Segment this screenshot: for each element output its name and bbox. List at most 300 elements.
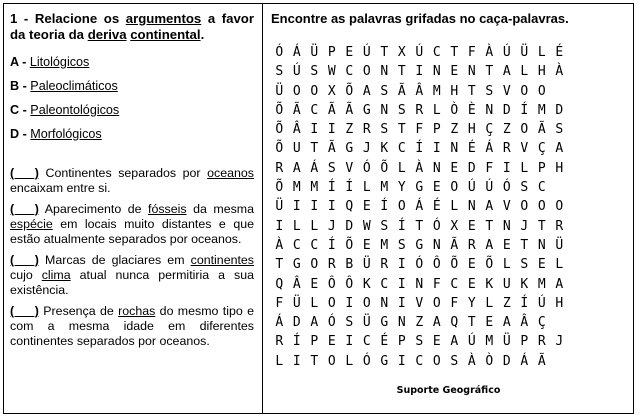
- statement-part: da mesma: [186, 202, 254, 216]
- grid-letter[interactable]: Ã: [327, 141, 337, 157]
- grid-letter[interactable]: X: [327, 83, 337, 99]
- grid-letter[interactable]: T: [467, 315, 477, 331]
- grid-letter[interactable]: D: [345, 218, 355, 234]
- grid-letter[interactable]: N: [432, 237, 442, 253]
- grid-letter[interactable]: É: [380, 334, 390, 350]
- grid-letter[interactable]: S: [327, 160, 337, 176]
- grid-letter[interactable]: O: [432, 353, 442, 369]
- grid-letter[interactable]: C: [345, 64, 355, 80]
- grid-letter[interactable]: N: [467, 64, 477, 80]
- grid-letter[interactable]: S: [397, 237, 407, 253]
- grid-letter[interactable]: T: [467, 83, 477, 99]
- grid-letter[interactable]: G: [345, 141, 355, 157]
- grid-letter[interactable]: Ü: [275, 199, 285, 215]
- grid-letter[interactable]: J: [327, 218, 337, 234]
- grid-letter[interactable]: T: [450, 45, 460, 60]
- grid-letter[interactable]: N: [432, 160, 442, 176]
- grid-letter[interactable]: T: [380, 45, 390, 60]
- grid-letter[interactable]: O: [362, 64, 372, 80]
- grid-letter[interactable]: S: [275, 64, 285, 80]
- grid-letter[interactable]: Z: [450, 122, 460, 138]
- grid-letter[interactable]: T: [537, 218, 547, 234]
- grid-letter[interactable]: Â: [520, 315, 530, 331]
- grid-letter[interactable]: Ü: [502, 334, 512, 350]
- grid-letter[interactable]: G: [380, 353, 390, 369]
- grid-letter[interactable]: I: [415, 64, 425, 80]
- grid-letter[interactable]: Y: [397, 180, 407, 196]
- grid-letter[interactable]: O: [362, 295, 372, 311]
- grid-letter[interactable]: E: [467, 276, 477, 292]
- grid-letter[interactable]: E: [362, 237, 372, 253]
- grid-letter[interactable]: L: [520, 64, 530, 80]
- grid-letter[interactable]: F: [432, 276, 442, 292]
- grid-letter[interactable]: O: [537, 83, 547, 99]
- grid-letter[interactable]: M: [432, 83, 442, 99]
- grid-letter[interactable]: O: [537, 199, 547, 215]
- grid-letter[interactable]: U: [292, 141, 302, 157]
- grid-letter[interactable]: S: [380, 83, 390, 99]
- option-item: [10, 50, 254, 74]
- grid-letter[interactable]: I: [397, 295, 407, 311]
- grid-letter[interactable]: Ü: [555, 237, 565, 253]
- grid-letter[interactable]: Á: [310, 160, 320, 176]
- grid-letter[interactable]: I: [327, 122, 337, 138]
- grid-letter[interactable]: L: [310, 218, 320, 234]
- grid-letter[interactable]: Õ: [345, 237, 355, 253]
- grid-letter[interactable]: É: [555, 45, 565, 60]
- option-item: [10, 122, 254, 146]
- grid-letter[interactable]: Â: [292, 276, 302, 292]
- grid-letter[interactable]: S: [415, 334, 425, 350]
- grid-letter[interactable]: M: [310, 180, 320, 196]
- grid-letter[interactable]: Â: [415, 83, 425, 99]
- grid-letter[interactable]: H: [555, 295, 565, 311]
- grid-letter[interactable]: T: [397, 64, 407, 80]
- grid-letter[interactable]: I: [275, 218, 285, 234]
- grid-letter[interactable]: I: [345, 295, 355, 311]
- grid-letter[interactable]: Í: [327, 180, 337, 196]
- grid-letter[interactable]: M: [537, 102, 547, 118]
- grid-letter[interactable]: Ú: [537, 295, 547, 311]
- grid-letter[interactable]: S: [345, 315, 355, 331]
- grid-letter[interactable]: Q: [345, 199, 355, 215]
- grid-letter[interactable]: Õ: [450, 257, 460, 273]
- grid-letter[interactable]: C: [537, 180, 547, 196]
- grid-letter[interactable]: E: [327, 334, 337, 350]
- grid-letter[interactable]: Ã: [345, 102, 355, 118]
- grid-letter[interactable]: Ç: [537, 141, 547, 157]
- grid-letter[interactable]: M: [485, 334, 495, 350]
- grid-letter[interactable]: C: [397, 141, 407, 157]
- grid-letter[interactable]: C: [362, 334, 372, 350]
- grid-letter[interactable]: M: [537, 276, 547, 292]
- grid-letter[interactable]: Ò: [450, 102, 460, 118]
- grid-letter[interactable]: Í: [327, 237, 337, 253]
- grid-letter[interactable]: W: [327, 64, 337, 80]
- grid-letter[interactable]: S: [450, 353, 460, 369]
- grid-letter[interactable]: S: [555, 122, 565, 138]
- grid-letter[interactable]: É: [432, 199, 442, 215]
- grid-letter[interactable]: E: [467, 257, 477, 273]
- grid-letter[interactable]: C: [310, 102, 320, 118]
- grid-letter[interactable]: Ô: [327, 276, 337, 292]
- grid-letter[interactable]: I: [502, 160, 512, 176]
- grid-letter[interactable]: Ú: [415, 45, 425, 60]
- grid-letter[interactable]: R: [502, 141, 512, 157]
- grid-row: [271, 159, 628, 178]
- grid-letter[interactable]: Ü: [520, 45, 530, 60]
- grid-letter[interactable]: T: [310, 353, 320, 369]
- grid-letter[interactable]: Ó: [327, 315, 337, 331]
- grid-letter[interactable]: K: [485, 276, 495, 292]
- answer-blank[interactable]: (___): [10, 166, 39, 180]
- grid-letter[interactable]: I: [310, 199, 320, 215]
- grid-letter[interactable]: I: [292, 199, 302, 215]
- grid-letter[interactable]: A: [450, 334, 460, 350]
- grid-letter[interactable]: L: [292, 218, 302, 234]
- grid-letter[interactable]: T: [415, 218, 425, 234]
- grid-letter[interactable]: R: [467, 237, 477, 253]
- grid-letter[interactable]: E: [432, 334, 442, 350]
- grid-letter[interactable]: J: [520, 218, 530, 234]
- grid-letter[interactable]: Í: [520, 102, 530, 118]
- grid-letter[interactable]: D: [555, 102, 565, 118]
- grid-letter[interactable]: N: [485, 102, 495, 118]
- grid-letter[interactable]: I: [327, 199, 337, 215]
- grid-letter[interactable]: S: [380, 122, 390, 138]
- credit-text: Suporte Geográfico: [396, 385, 501, 396]
- grid-letter[interactable]: W: [362, 218, 372, 234]
- grid-letter[interactable]: P: [310, 334, 320, 350]
- grid-letter[interactable]: L: [520, 160, 530, 176]
- grid-letter[interactable]: Ó: [502, 180, 512, 196]
- grid-letter[interactable]: C: [450, 276, 460, 292]
- grid-letter[interactable]: Ü: [275, 83, 285, 99]
- grid-letter[interactable]: M: [292, 180, 302, 196]
- grid-letter[interactable]: N: [380, 295, 390, 311]
- grid-letter[interactable]: L: [485, 295, 495, 311]
- grid-letter[interactable]: T: [485, 218, 495, 234]
- grid-letter[interactable]: V: [520, 141, 530, 157]
- grid-letter[interactable]: Í: [415, 141, 425, 157]
- grid-letter[interactable]: G: [292, 257, 302, 273]
- grid-letter[interactable]: T: [520, 237, 530, 253]
- grid-letter[interactable]: À: [275, 237, 285, 253]
- grid-letter[interactable]: X: [397, 45, 407, 60]
- grid-letter[interactable]: Õ: [275, 102, 285, 118]
- grid-letter[interactable]: C: [432, 45, 442, 60]
- grid-letter[interactable]: G: [415, 180, 425, 196]
- grid-letter[interactable]: N: [450, 141, 460, 157]
- grid-letter[interactable]: O: [520, 83, 530, 99]
- grid-letter[interactable]: Ü: [362, 315, 372, 331]
- grid-letter[interactable]: Ü: [292, 295, 302, 311]
- grid-letter[interactable]: A: [432, 315, 442, 331]
- grid-letter[interactable]: L: [362, 180, 372, 196]
- grid-letter[interactable]: S: [380, 218, 390, 234]
- grid-letter[interactable]: D: [502, 353, 512, 369]
- grid-letter[interactable]: Õ: [485, 257, 495, 273]
- grid-letter[interactable]: Ó: [362, 353, 372, 369]
- grid-letter[interactable]: Ú: [485, 180, 495, 196]
- grid-letter[interactable]: Â: [292, 122, 302, 138]
- grid-letter[interactable]: F: [450, 295, 460, 311]
- grid-row: [271, 352, 628, 371]
- grid-letter[interactable]: A: [485, 199, 495, 215]
- grid-letter[interactable]: Ú: [467, 334, 477, 350]
- grid-letter[interactable]: N: [432, 64, 442, 80]
- grid-letter[interactable]: Z: [502, 295, 512, 311]
- grid-letter[interactable]: L: [537, 45, 547, 60]
- answer-blank[interactable]: (___): [10, 304, 39, 318]
- grid-letter[interactable]: R: [537, 334, 547, 350]
- grid-letter[interactable]: F: [485, 160, 495, 176]
- grid-letter[interactable]: O: [292, 83, 302, 99]
- grid-letter[interactable]: O: [327, 353, 337, 369]
- grid-letter[interactable]: O: [432, 295, 442, 311]
- grid-letter[interactable]: Ç: [537, 315, 547, 331]
- grid-letter[interactable]: E: [450, 64, 460, 80]
- grid-letter[interactable]: L: [502, 257, 512, 273]
- grid-letter[interactable]: S: [485, 83, 495, 99]
- grid-letter[interactable]: O: [520, 122, 530, 138]
- grid-letter[interactable]: R: [555, 218, 565, 234]
- grid-letter[interactable]: S: [520, 257, 530, 273]
- grid-letter[interactable]: Ô: [345, 276, 355, 292]
- grid-letter[interactable]: E: [485, 315, 495, 331]
- grid-letter[interactable]: P: [432, 122, 442, 138]
- grid-letter[interactable]: È: [467, 102, 477, 118]
- grid-letter[interactable]: J: [362, 141, 372, 157]
- grid-letter[interactable]: G: [380, 315, 390, 331]
- grid-letter[interactable]: Ú: [502, 45, 512, 60]
- grid-letter[interactable]: L: [397, 160, 407, 176]
- grid-letter[interactable]: E: [450, 160, 460, 176]
- grid-letter[interactable]: E: [310, 276, 320, 292]
- grid-letter[interactable]: O: [310, 257, 320, 273]
- grid-letter[interactable]: Z: [502, 122, 512, 138]
- option-item: [10, 98, 254, 122]
- grid-letter[interactable]: V: [415, 295, 425, 311]
- grid-letter[interactable]: Á: [292, 45, 302, 60]
- grid-letter[interactable]: O: [450, 180, 460, 196]
- grid-letter[interactable]: À: [415, 160, 425, 176]
- grid-letter[interactable]: P: [397, 334, 407, 350]
- grid-letter[interactable]: E: [345, 45, 355, 60]
- grid-letter[interactable]: Á: [415, 199, 425, 215]
- grid-letter[interactable]: Á: [275, 315, 285, 331]
- grid-letter[interactable]: Õ: [345, 83, 355, 99]
- grid-letter[interactable]: Ã: [537, 353, 547, 369]
- grid-letter[interactable]: F: [415, 122, 425, 138]
- grid-letter[interactable]: P: [520, 334, 530, 350]
- grid-letter[interactable]: Z: [345, 122, 355, 138]
- grid-letter[interactable]: À: [485, 45, 495, 60]
- grid-letter[interactable]: Ü: [362, 257, 372, 273]
- answer-blank[interactable]: (___): [10, 253, 39, 267]
- grid-letter[interactable]: K: [380, 141, 390, 157]
- grid-letter[interactable]: R: [380, 257, 390, 273]
- grid-letter[interactable]: O: [310, 83, 320, 99]
- grid-letter[interactable]: O: [327, 295, 337, 311]
- grid-letter[interactable]: E: [362, 199, 372, 215]
- grid-letter[interactable]: A: [310, 315, 320, 331]
- grid-letter[interactable]: L: [555, 257, 565, 273]
- grid-letter[interactable]: G: [415, 237, 425, 253]
- grid-letter[interactable]: Ã: [292, 102, 302, 118]
- grid-letter[interactable]: E: [537, 257, 547, 273]
- option-label: Morfológicos: [30, 127, 102, 141]
- grid-letter[interactable]: Q: [450, 315, 460, 331]
- grid-letter[interactable]: T: [397, 122, 407, 138]
- grid-letter[interactable]: L: [450, 199, 460, 215]
- grid-letter[interactable]: F: [275, 295, 285, 311]
- grid-letter[interactable]: L: [345, 353, 355, 369]
- grid-letter[interactable]: A: [485, 237, 495, 253]
- grid-letter[interactable]: C: [415, 353, 425, 369]
- grid-letter[interactable]: Í: [397, 218, 407, 234]
- grid-letter[interactable]: Z: [415, 315, 425, 331]
- grid-letter[interactable]: Í: [292, 334, 302, 350]
- grid-letter[interactable]: Õ: [275, 141, 285, 157]
- grid-letter[interactable]: Í: [345, 180, 355, 196]
- grid-letter[interactable]: H: [555, 160, 565, 176]
- grid-letter[interactable]: Ç: [485, 122, 495, 138]
- grid-letter[interactable]: C: [310, 237, 320, 253]
- grid-letter[interactable]: S: [397, 102, 407, 118]
- grid-letter[interactable]: O: [397, 199, 407, 215]
- grid-letter[interactable]: D: [292, 315, 302, 331]
- grid-letter[interactable]: R: [275, 334, 285, 350]
- grid-letter[interactable]: Ó: [275, 45, 285, 60]
- grid-letter[interactable]: V: [345, 160, 355, 176]
- grid-letter[interactable]: T: [485, 64, 495, 80]
- grid-letter[interactable]: U: [502, 276, 512, 292]
- grid-letter[interactable]: H: [467, 122, 477, 138]
- grid-letter[interactable]: I: [397, 276, 407, 292]
- grid-letter[interactable]: Ú: [467, 180, 477, 196]
- title-part: continental: [130, 27, 201, 42]
- grid-letter[interactable]: M: [380, 180, 390, 196]
- grid-letter[interactable]: Ü: [310, 45, 320, 60]
- grid-letter[interactable]: L: [432, 102, 442, 118]
- grid-letter[interactable]: I: [397, 353, 407, 369]
- grid-letter[interactable]: H: [537, 64, 547, 80]
- grid-letter[interactable]: Õ: [380, 160, 390, 176]
- grid-letter[interactable]: L: [275, 353, 285, 369]
- grid-letter[interactable]: K: [520, 276, 530, 292]
- grid-letter[interactable]: N: [415, 276, 425, 292]
- question-title: [10, 11, 254, 43]
- grid-letter[interactable]: K: [362, 276, 372, 292]
- grid-letter[interactable]: N: [380, 64, 390, 80]
- title-part: a favor da teoria da: [10, 11, 254, 42]
- grid-letter[interactable]: H: [450, 83, 460, 99]
- grid-letter[interactable]: N: [537, 237, 547, 253]
- grid-letter[interactable]: S: [520, 180, 530, 196]
- grid-letter[interactable]: N: [467, 199, 477, 215]
- grid-letter[interactable]: G: [362, 102, 372, 118]
- grid-letter[interactable]: A: [362, 83, 372, 99]
- grid-letter[interactable]: À: [467, 353, 477, 369]
- grid-letter[interactable]: E: [502, 237, 512, 253]
- grid-letter[interactable]: R: [415, 102, 425, 118]
- grid-letter[interactable]: I: [345, 334, 355, 350]
- grid-letter[interactable]: Ò: [485, 353, 495, 369]
- answer-blank[interactable]: (___): [10, 202, 39, 216]
- grid-letter[interactable]: R: [362, 122, 372, 138]
- grid-letter[interactable]: Ã: [327, 102, 337, 118]
- grid-letter[interactable]: E: [432, 180, 442, 196]
- grid-letter[interactable]: A: [502, 64, 512, 80]
- grid-letter[interactable]: A: [502, 315, 512, 331]
- grid-letter[interactable]: O: [555, 199, 565, 215]
- grid-letter[interactable]: Ã: [450, 237, 460, 253]
- grid-letter[interactable]: N: [502, 218, 512, 234]
- grid-letter[interactable]: À: [555, 64, 565, 80]
- grid-letter[interactable]: X: [450, 218, 460, 234]
- grid-letter[interactable]: Y: [467, 295, 477, 311]
- grid-letter[interactable]: T: [275, 257, 285, 273]
- grid-letter[interactable]: D: [467, 160, 477, 176]
- grid-letter[interactable]: R: [327, 257, 337, 273]
- grid-letter[interactable]: T: [310, 141, 320, 157]
- grid-letter[interactable]: D: [502, 102, 512, 118]
- grid-letter[interactable]: O: [520, 199, 530, 215]
- grid-letter[interactable]: I: [310, 122, 320, 138]
- grid-letter[interactable]: Õ: [275, 122, 285, 138]
- grid-letter[interactable]: É: [467, 141, 477, 157]
- grid-letter[interactable]: I: [292, 353, 302, 369]
- grid-letter[interactable]: M: [380, 237, 390, 253]
- grid-letter[interactable]: S: [310, 64, 320, 80]
- grid-letter[interactable]: N: [380, 102, 390, 118]
- grid-letter[interactable]: Q: [275, 276, 285, 292]
- grid-letter[interactable]: P: [327, 45, 337, 60]
- grid-letter[interactable]: A: [555, 141, 565, 157]
- grid-letter[interactable]: Ó: [432, 218, 442, 234]
- grid-letter[interactable]: I: [432, 141, 442, 157]
- grid-letter[interactable]: E: [467, 218, 477, 234]
- grid-letter[interactable]: Ú: [362, 45, 372, 60]
- grid-letter[interactable]: C: [380, 276, 390, 292]
- grid-letter[interactable]: Õ: [275, 180, 285, 196]
- grid-letter[interactable]: Ú: [292, 64, 302, 80]
- grid-letter[interactable]: Á: [520, 353, 530, 369]
- grid-letter[interactable]: P: [537, 160, 547, 176]
- grid-letter[interactable]: L: [310, 295, 320, 311]
- grid-letter[interactable]: Ó: [362, 160, 372, 176]
- grid-letter[interactable]: N: [397, 315, 407, 331]
- grid-letter[interactable]: Á: [485, 141, 495, 157]
- grid-letter[interactable]: Ô: [432, 257, 442, 273]
- grid-letter[interactable]: Ã: [397, 83, 407, 99]
- grid-letter[interactable]: Í: [520, 295, 530, 311]
- grid-letter[interactable]: A: [292, 160, 302, 176]
- grid-letter[interactable]: Ã: [537, 122, 547, 138]
- grid-letter[interactable]: C: [292, 237, 302, 253]
- grid-letter[interactable]: Í: [380, 199, 390, 215]
- grid-letter[interactable]: J: [555, 334, 565, 350]
- grid-letter[interactable]: V: [502, 83, 512, 99]
- grid-letter[interactable]: B: [345, 257, 355, 273]
- grid-letter[interactable]: Ó: [415, 257, 425, 273]
- grid-letter[interactable]: V: [502, 199, 512, 215]
- grid-letter[interactable]: F: [467, 45, 477, 60]
- grid-letter[interactable]: A: [555, 276, 565, 292]
- grid-letter[interactable]: R: [275, 160, 285, 176]
- grid-letter[interactable]: I: [397, 257, 407, 273]
